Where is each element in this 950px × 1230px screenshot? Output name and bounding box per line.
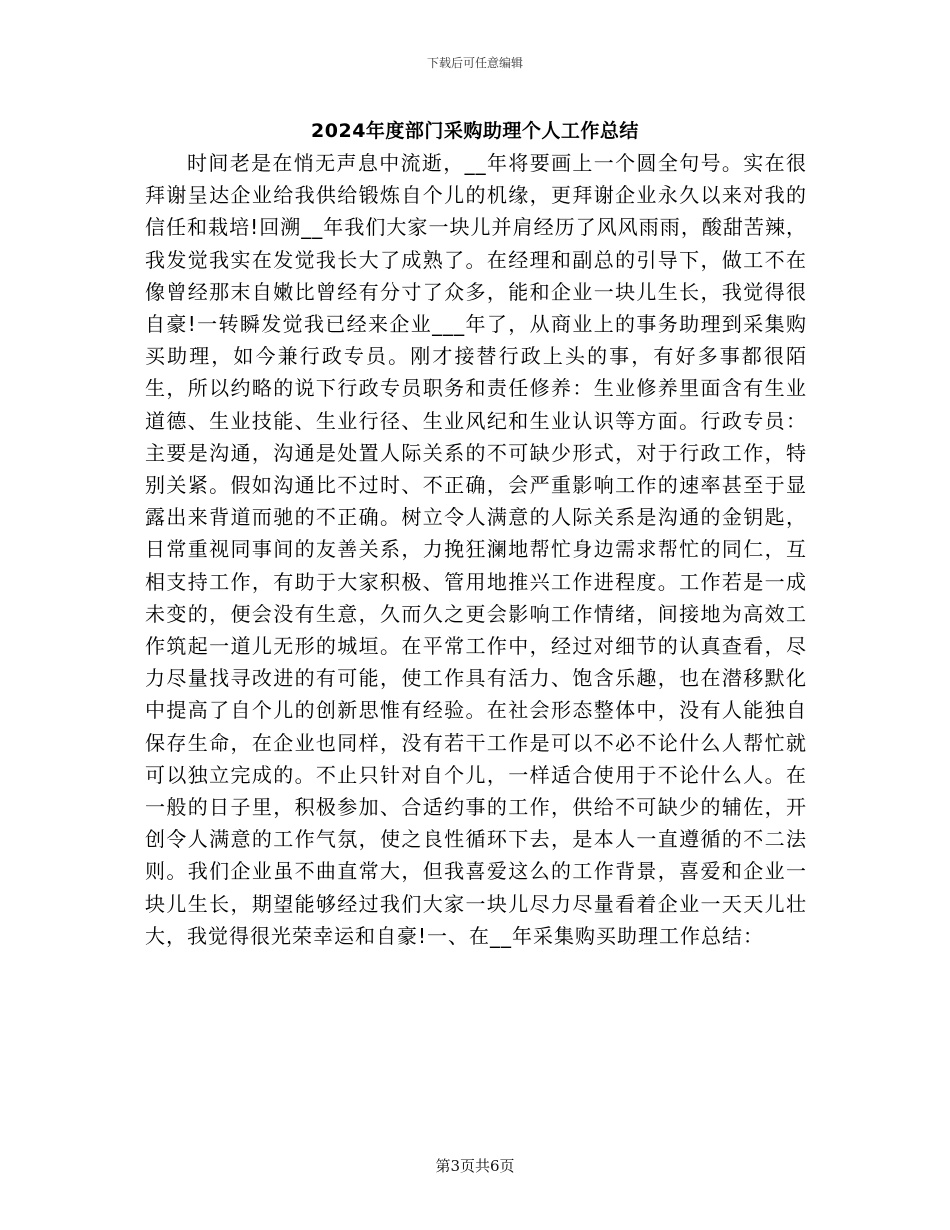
document-title: 2024年度部门采购助理个人工作总结 <box>311 120 639 142</box>
body-paragraph: 时间老是在悄无声息中流逝，__年将要画上一个圆全句号。实在很拜谢呈达企业给我供给锻炼自个儿的机缘，更拜谢企业永久以来对我的信任和栽培!回溯__年我们大家一块儿并肩经历了风风雨雨，酸甜苦辣，我发觉我实在发觉我长大了成熟了。在经理和副总的引导下，做工不在像曾经那末自嫩比曾经有分寸了众多，能和企业一块儿生长，我觉得很自豪!一转瞬发觉我已经来企业___年了，从商业上的事务助理到采集购买助理，如今兼行政专员。刚才接替行政上头的事，有好多事都很陌生，所以约略的说下行政专员职务和责任修养：生业修养里面含有生业道德、生业技能、生业行径、生业风纪和生业认识等方面。行政专员：主要是沟通，沟通是处置人际关系的不可缺少形式，对于行政工作，特别关紧。假如沟通比不过时、不正确，会严重影响工作的速率甚至于显露出来背道而驰的不正确。树立令人满意的人际关系是沟通的金钥匙，日常重视同事间的友善关系，力挽狂澜地帮忙身边需求帮忙的同仁，互相支持工作，有助于大家积极、管用地推兴工作进程度。工作若是一成未变的，便会没有生意，久而久之更会影响工作情绪，间接地为高效工作筑起一道儿无形的城垣。在平常工作中，经过对细节的认真查看，尽力尽量找寻改进的有可能，使工作具有活力、饱含乐趣，也在潜移默化中提高了自个儿的创新思惟有经验。在社会形态整体中，没有人能独自保存生命，在企业也同样，没有若干工作是可以不必不论什么人帮忙就可以独立完成的。不止只针对自个儿，一样适合使用于不论什么人。在一般的日子里，积极参加、合适约事的工作，供给不可缺少的辅佐，开创令人满意的工作气氛，使之良性循环下去，是本人一直遵循的不二法则。我们企业虽不曲直常大，但我喜爱这么的工作背景，喜爱和企业一块儿生长，期望能够经过我们大家一块儿尽力尽量看着企业一天天儿壮大，我觉得很光荣幸运和自豪!一、在__年采集购买助理工作总结： <box>145 151 807 948</box>
page-number-footer: 第3页共6页 <box>435 1157 515 1175</box>
page-header-note: 下载后可任意编辑 <box>426 56 523 70</box>
